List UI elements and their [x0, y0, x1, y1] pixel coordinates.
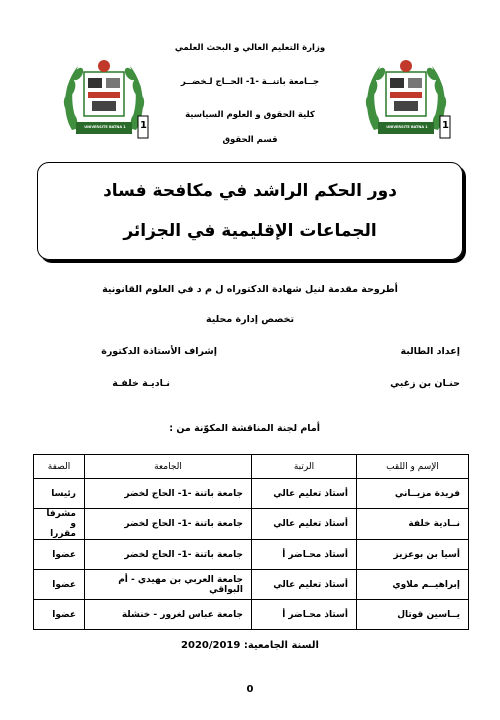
thesis-description: أطروحة مقدمة لنيل شهادة الدكتوراه ل م د في العلوم القانونية	[102, 284, 398, 295]
header-role: الصفة	[34, 455, 85, 479]
faculty-name: كلية الحقوق و العلوم السياسية	[185, 110, 315, 120]
table-row	[34, 600, 469, 630]
table-header-row	[34, 455, 469, 479]
member-university: جامعة العربي بن مهيدي - أم البواقي	[85, 570, 252, 600]
member-rank: أستاذ محـاضر أ	[252, 600, 357, 630]
member-university: جامعة باتنة -1- الحاج لخضر	[85, 540, 252, 570]
department-name: قسم الحقوق	[222, 135, 278, 145]
member-rank: أستاذ تعليم عالي	[252, 570, 357, 600]
student-name: حنـان بن زغبي	[390, 378, 460, 389]
member-rank: أستاذ تعليم عالي	[252, 479, 357, 509]
thesis-title-box	[37, 162, 463, 260]
member-rank: أستاذ تعليم عالي	[252, 509, 357, 540]
page-number: 0	[246, 684, 254, 695]
member-name: أسيا بن بوعزيز	[357, 540, 469, 570]
logo-caption: UNIVERSITE BATNA 1	[386, 125, 428, 129]
committee-caption: أمام لجنة المناقشة المكوّنة من :	[169, 423, 320, 434]
laurel-crest-icon	[58, 52, 150, 144]
member-name: فريدة مزيــاني	[357, 479, 469, 509]
member-university: جامعة باتنة -1- الحاج لخضر	[85, 479, 252, 509]
member-university: جامعة عباس لغرور - خنشلة	[85, 600, 252, 630]
logo-numeral: 1	[442, 120, 449, 131]
university-logo-left	[58, 52, 150, 148]
member-name: نــادية خلفة	[357, 509, 469, 540]
supervisor-label: إشراف الأستاذة الدكتورة	[101, 346, 217, 357]
member-name: يــاسين قوتال	[357, 600, 469, 630]
thesis-title-line-2: الجماعات الإقليمية في الجزائر	[123, 221, 377, 241]
ministry-name: وزارة التعليم العالي و البحث العلمي	[174, 43, 326, 53]
student-label: إعداد الطالبة	[400, 346, 460, 357]
member-university: جامعة باتنة -1- الحاج لخضر	[85, 509, 252, 540]
member-role: عضوا	[34, 540, 85, 570]
university-name: جــامعة باتنــة -1- الحــاج لـخضــر	[180, 77, 320, 87]
supervisor-name: نـاديـة خلفـة	[112, 378, 170, 389]
table-row	[34, 479, 469, 509]
academic-year: السنة الجامعية: 2020/2019	[181, 640, 319, 651]
table-row	[34, 540, 469, 570]
logo-numeral: 1	[140, 120, 147, 131]
logo-caption: UNIVERSITE BATNA 1	[84, 125, 126, 129]
header-university: الجامعة	[85, 455, 252, 479]
table-row	[34, 570, 469, 600]
table-row	[34, 509, 469, 540]
header-rank: الرتبة	[252, 455, 357, 479]
member-rank: أستاذ محـاضر أ	[252, 540, 357, 570]
committee-table	[33, 454, 469, 630]
laurel-crest-icon	[360, 52, 452, 144]
thesis-title-line-1: دور الحكم الراشد في مكافحة فساد	[103, 181, 397, 201]
member-role: عضوا	[34, 570, 85, 600]
member-role: مشرفا و مقررا	[34, 509, 85, 540]
header-name: الإسم و اللقب	[357, 455, 469, 479]
thesis-specialty: تخصص إدارة محلية	[205, 314, 295, 325]
member-name: إبراهيــم ملاوي	[357, 570, 469, 600]
member-role: عضوا	[34, 600, 85, 630]
member-role: رئيسا	[34, 479, 85, 509]
university-logo-right	[360, 52, 452, 148]
